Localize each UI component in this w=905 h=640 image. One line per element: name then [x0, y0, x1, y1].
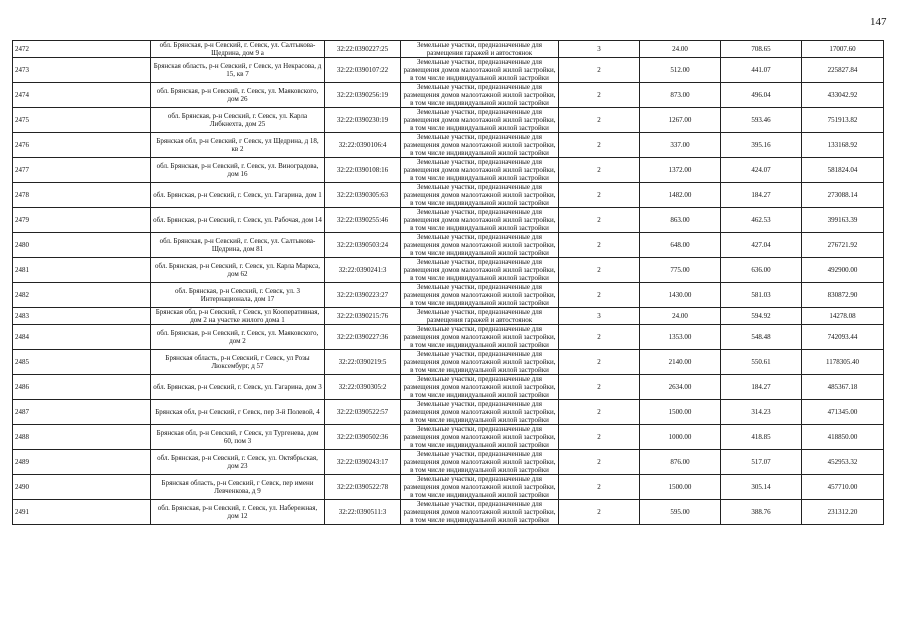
use-group: 3	[559, 41, 640, 58]
cadastral-number: 32:22:0390255:46	[325, 208, 401, 233]
table-row	[13, 208, 884, 233]
use-group: 2	[559, 283, 640, 308]
use-group: 2	[559, 258, 640, 283]
page-number: 147	[870, 16, 887, 28]
row-number: 2474	[13, 83, 151, 108]
specific-value: 184.27	[721, 183, 802, 208]
specific-value: 424.07	[721, 158, 802, 183]
specific-value: 496.04	[721, 83, 802, 108]
cadastral-number: 32:22:0390219:5	[325, 350, 401, 375]
use-group: 2	[559, 325, 640, 350]
use-group: 2	[559, 233, 640, 258]
plot-area: 24.00	[640, 308, 721, 325]
cadastral-number: 32:22:0390522:78	[325, 475, 401, 500]
cadastral-value: 457710.00	[802, 475, 884, 500]
cadastral-value: 14278.08	[802, 308, 884, 325]
plot-address: Брянская обл, р-н Севский, г Севск, ул Тургенева, дом 60, пом 3	[151, 425, 325, 450]
plot-address: обл. Брянская, р-н Севский, г. Севск, ул. 3 Интернационала, дом 17	[151, 283, 325, 308]
row-number: 2477	[13, 158, 151, 183]
cadastral-number: 32:22:0390502:36	[325, 425, 401, 450]
specific-value: 388.76	[721, 500, 802, 525]
plot-area: 876.00	[640, 450, 721, 475]
permitted-use: Земельные участки, предназначенные для размещения домов малоэтажной жилой застройки, в том числе индивидуальной жилой застройки	[401, 500, 559, 525]
plot-area: 512.00	[640, 58, 721, 83]
cadastral-value: 742093.44	[802, 325, 884, 350]
cadastral-value: 830872.90	[802, 283, 884, 308]
plot-area: 1482.00	[640, 183, 721, 208]
specific-value: 462.53	[721, 208, 802, 233]
table-row	[13, 283, 884, 308]
plot-address: обл. Брянская, р-н Севский, г. Севск, ул. Рабочая, дом 14	[151, 208, 325, 233]
permitted-use: Земельные участки, предназначенные для размещения гаражей и автостоянок	[401, 41, 559, 58]
table-row	[13, 133, 884, 158]
row-number: 2473	[13, 58, 151, 83]
row-number: 2476	[13, 133, 151, 158]
table-row	[13, 400, 884, 425]
specific-value: 305.14	[721, 475, 802, 500]
row-number: 2480	[13, 233, 151, 258]
permitted-use: Земельные участки, предназначенные для размещения домов малоэтажной жилой застройки, в том числе индивидуальной жилой застройки	[401, 158, 559, 183]
cadastral-value: 1178305.40	[802, 350, 884, 375]
cadastral-number: 32:22:0390215:76	[325, 308, 401, 325]
specific-value: 550.61	[721, 350, 802, 375]
permitted-use: Земельные участки, предназначенные для размещения домов малоэтажной жилой застройки, в том числе индивидуальной жилой застройки	[401, 258, 559, 283]
use-group: 2	[559, 500, 640, 525]
table-row	[13, 158, 884, 183]
plot-area: 2634.00	[640, 375, 721, 400]
plot-area: 775.00	[640, 258, 721, 283]
cadastral-number: 32:22:0390305:63	[325, 183, 401, 208]
plot-address: Брянская обл, р-н Севский, г Севск, ул Кооперативная, дом 2 на участке жилого дома 1	[151, 308, 325, 325]
permitted-use: Земельные участки, предназначенные для размещения домов малоэтажной жилой застройки, в том числе индивидуальной жилой застройки	[401, 283, 559, 308]
cadastral-number: 32:22:0390106:4	[325, 133, 401, 158]
row-number: 2491	[13, 500, 151, 525]
row-number: 2490	[13, 475, 151, 500]
cadastral-value: 751913.82	[802, 108, 884, 133]
cadastral-number: 32:22:0390108:16	[325, 158, 401, 183]
plot-area: 24.00	[640, 41, 721, 58]
cadastral-value: 399163.39	[802, 208, 884, 233]
row-number: 2489	[13, 450, 151, 475]
permitted-use: Земельные участки, предназначенные для размещения домов малоэтажной жилой застройки, в том числе индивидуальной жилой застройки	[401, 400, 559, 425]
specific-value: 581.03	[721, 283, 802, 308]
use-group: 2	[559, 450, 640, 475]
plot-address: Брянская область, р-н Севский, г Севск, ул Розы Люксембург, д 57	[151, 350, 325, 375]
cadastral-value: 276721.92	[802, 233, 884, 258]
table-row	[13, 108, 884, 133]
cadastral-value: 452953.32	[802, 450, 884, 475]
cadastral-number: 32:22:0390227:36	[325, 325, 401, 350]
row-number: 2483	[13, 308, 151, 325]
permitted-use: Земельные участки, предназначенные для размещения домов малоэтажной жилой застройки, в том числе индивидуальной жилой застройки	[401, 183, 559, 208]
plot-area: 1000.00	[640, 425, 721, 450]
table-row	[13, 450, 884, 475]
permitted-use: Земельные участки, предназначенные для размещения домов малоэтажной жилой застройки, в том числе индивидуальной жилой застройки	[401, 83, 559, 108]
plot-address: обл. Брянская, р-н Севский, г. Севск, ул. Маяковского, дом 2	[151, 325, 325, 350]
table-row	[13, 308, 884, 325]
permitted-use: Земельные участки, предназначенные для размещения домов малоэтажной жилой застройки, в том числе индивидуальной жилой застройки	[401, 58, 559, 83]
cadastral-number: 32:22:0390107:22	[325, 58, 401, 83]
plot-address: Брянская область, р-н Севский, г Севск, пер имени Левченкова, д 9	[151, 475, 325, 500]
row-number: 2488	[13, 425, 151, 450]
plot-address: обл. Брянская, р-н Севский, г. Севск, ул. Карла Либкнехта, дом 25	[151, 108, 325, 133]
plot-area: 873.00	[640, 83, 721, 108]
permitted-use: Земельные участки, предназначенные для размещения домов малоэтажной жилой застройки, в том числе индивидуальной жилой застройки	[401, 375, 559, 400]
plot-area: 1430.00	[640, 283, 721, 308]
row-number: 2487	[13, 400, 151, 425]
row-number: 2479	[13, 208, 151, 233]
plot-area: 337.00	[640, 133, 721, 158]
permitted-use: Земельные участки, предназначенные для размещения домов малоэтажной жилой застройки, в том числе индивидуальной жилой застройки	[401, 475, 559, 500]
plot-address: обл. Брянская, р-н Севский, г. Севск, ул. Маяковского, дом 26	[151, 83, 325, 108]
specific-value: 314.23	[721, 400, 802, 425]
use-group: 2	[559, 475, 640, 500]
use-group: 2	[559, 133, 640, 158]
table-row	[13, 183, 884, 208]
row-number: 2486	[13, 375, 151, 400]
permitted-use: Земельные участки, предназначенные для размещения гаражей и автостоянок	[401, 308, 559, 325]
use-group: 2	[559, 83, 640, 108]
table-row	[13, 58, 884, 83]
plot-area: 1500.00	[640, 475, 721, 500]
specific-value: 708.65	[721, 41, 802, 58]
cadastral-number: 32:22:0390511:3	[325, 500, 401, 525]
specific-value: 594.92	[721, 308, 802, 325]
use-group: 2	[559, 108, 640, 133]
table-row	[13, 258, 884, 283]
table-row	[13, 83, 884, 108]
cadastral-number: 32:22:0390243:17	[325, 450, 401, 475]
cadastral-value: 471345.00	[802, 400, 884, 425]
land-plots-table	[12, 40, 884, 525]
cadastral-value: 433042.92	[802, 83, 884, 108]
plot-area: 2140.00	[640, 350, 721, 375]
specific-value: 427.04	[721, 233, 802, 258]
plot-address: обл. Брянская, р-н Севский, г. Севск, ул. Карла Маркса, дом 62	[151, 258, 325, 283]
plot-address: обл. Брянская, р-н Севский, г. Севск, ул. Виноградова, дом 16	[151, 158, 325, 183]
row-number: 2478	[13, 183, 151, 208]
plot-area: 1500.00	[640, 400, 721, 425]
plot-address: Брянская область, р-н Севский, г Севск, ул Некрасова, д 15, кв 7	[151, 58, 325, 83]
permitted-use: Земельные участки, предназначенные для размещения домов малоэтажной жилой застройки, в том числе индивидуальной жилой застройки	[401, 133, 559, 158]
plot-area: 648.00	[640, 233, 721, 258]
plot-area: 863.00	[640, 208, 721, 233]
specific-value: 548.48	[721, 325, 802, 350]
row-number: 2475	[13, 108, 151, 133]
cadastral-value: 225827.84	[802, 58, 884, 83]
cadastral-number: 32:22:0390227:25	[325, 41, 401, 58]
plot-address: обл. Брянская, р-н Севский, г. Севск, ул. Набережная, дом 12	[151, 500, 325, 525]
use-group: 2	[559, 58, 640, 83]
cadastral-value: 17007.60	[802, 41, 884, 58]
cadastral-value: 231312.20	[802, 500, 884, 525]
use-group: 2	[559, 158, 640, 183]
plot-address: обл. Брянская, р-н Севский, г. Севск, ул. Гагарина, дом 3	[151, 375, 325, 400]
table-row	[13, 425, 884, 450]
row-number: 2485	[13, 350, 151, 375]
cadastral-value: 485367.18	[802, 375, 884, 400]
cadastral-number: 32:22:0390256:19	[325, 83, 401, 108]
use-group: 3	[559, 308, 640, 325]
table-row	[13, 375, 884, 400]
row-number: 2472	[13, 41, 151, 58]
table-row	[13, 41, 884, 58]
permitted-use: Земельные участки, предназначенные для размещения домов малоэтажной жилой застройки, в том числе индивидуальной жилой застройки	[401, 350, 559, 375]
plot-address: Брянская обл, р-н Севский, г Севск, ул Щедрина, д 18, кв 2	[151, 133, 325, 158]
cadastral-value: 418850.00	[802, 425, 884, 450]
use-group: 2	[559, 400, 640, 425]
cadastral-number: 32:22:0390230:19	[325, 108, 401, 133]
plot-address: обл. Брянская, р-н Севский, г. Севск, ул. Салтыкова-Щедрина, дом 9 а	[151, 41, 325, 58]
cadastral-number: 32:22:0390503:24	[325, 233, 401, 258]
row-number: 2484	[13, 325, 151, 350]
specific-value: 636.00	[721, 258, 802, 283]
use-group: 2	[559, 425, 640, 450]
specific-value: 395.16	[721, 133, 802, 158]
use-group: 2	[559, 208, 640, 233]
use-group: 2	[559, 375, 640, 400]
row-number: 2481	[13, 258, 151, 283]
cadastral-value: 492900.00	[802, 258, 884, 283]
cadastral-value: 133168.92	[802, 133, 884, 158]
cadastral-value: 581824.04	[802, 158, 884, 183]
cadastral-number: 32:22:0390305:2	[325, 375, 401, 400]
permitted-use: Земельные участки, предназначенные для размещения домов малоэтажной жилой застройки, в том числе индивидуальной жилой застройки	[401, 425, 559, 450]
use-group: 2	[559, 183, 640, 208]
table-row	[13, 350, 884, 375]
specific-value: 517.07	[721, 450, 802, 475]
specific-value: 184.27	[721, 375, 802, 400]
permitted-use: Земельные участки, предназначенные для размещения домов малоэтажной жилой застройки, в том числе индивидуальной жилой застройки	[401, 108, 559, 133]
plot-address: обл. Брянская, р-н Севский, г. Севск, ул. Гагарина, дом 1	[151, 183, 325, 208]
specific-value: 593.46	[721, 108, 802, 133]
plot-address: Брянская обл, р-н Севский, г Севск, пер 3-й Полевой, 4	[151, 400, 325, 425]
permitted-use: Земельные участки, предназначенные для размещения домов малоэтажной жилой застройки, в том числе индивидуальной жилой застройки	[401, 325, 559, 350]
permitted-use: Земельные участки, предназначенные для размещения домов малоэтажной жилой застройки, в том числе индивидуальной жилой застройки	[401, 208, 559, 233]
row-number: 2482	[13, 283, 151, 308]
cadastral-number: 32:22:0390522:57	[325, 400, 401, 425]
plot-area: 1372.00	[640, 158, 721, 183]
specific-value: 418.85	[721, 425, 802, 450]
permitted-use: Земельные участки, предназначенные для размещения домов малоэтажной жилой застройки, в том числе индивидуальной жилой застройки	[401, 450, 559, 475]
plot-area: 595.00	[640, 500, 721, 525]
table-row	[13, 475, 884, 500]
cadastral-value: 273088.14	[802, 183, 884, 208]
table-row	[13, 233, 884, 258]
cadastral-number: 32:22:0390241:3	[325, 258, 401, 283]
table-row	[13, 500, 884, 525]
plot-address: обл. Брянская, р-н Севский, г. Севск, ул. Салтыкова-Щедрина, дом 81	[151, 233, 325, 258]
plot-area: 1353.00	[640, 325, 721, 350]
permitted-use: Земельные участки, предназначенные для размещения домов малоэтажной жилой застройки, в том числе индивидуальной жилой застройки	[401, 233, 559, 258]
table-body	[13, 41, 884, 525]
plot-area: 1267.00	[640, 108, 721, 133]
use-group: 2	[559, 350, 640, 375]
cadastral-number: 32:22:0390223:27	[325, 283, 401, 308]
table-row	[13, 325, 884, 350]
plot-address: обл. Брянская, р-н Севский, г. Севск, ул. Октябрьская, дом 23	[151, 450, 325, 475]
specific-value: 441.07	[721, 58, 802, 83]
